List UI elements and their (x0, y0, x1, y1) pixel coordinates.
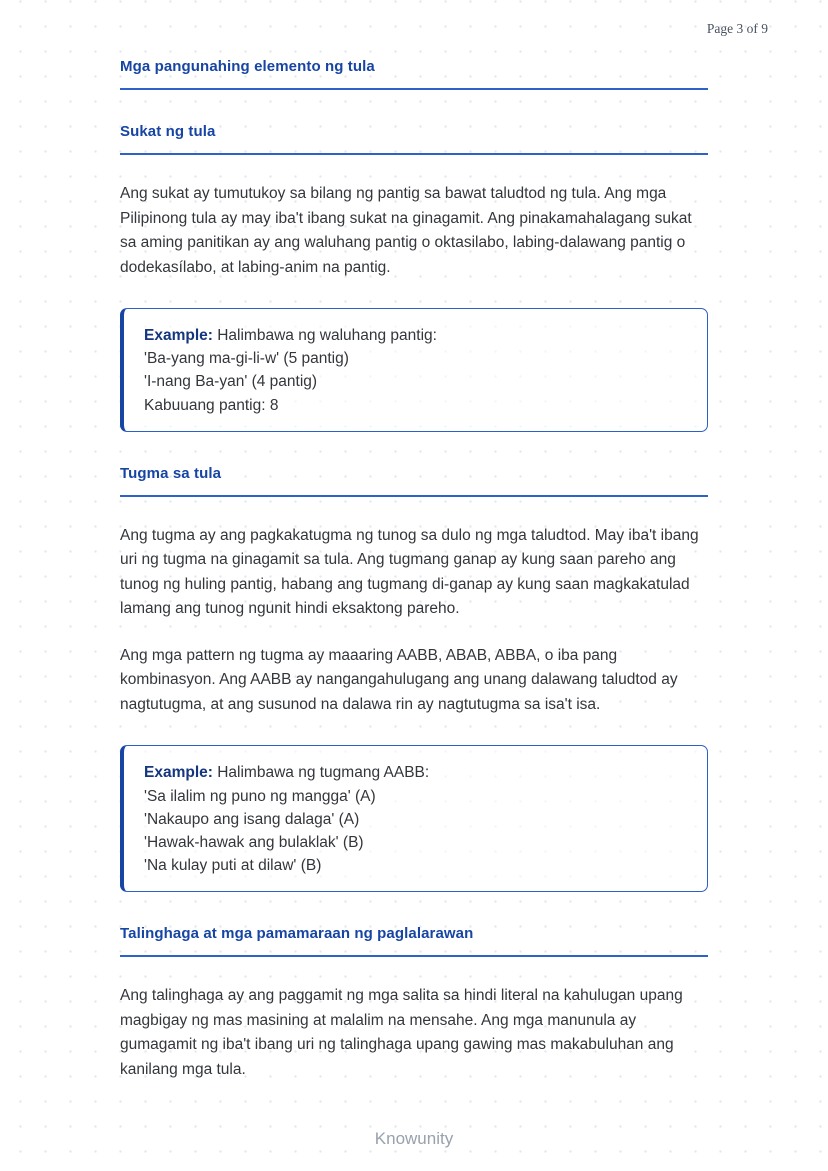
section-heading-talinghaga: Talinghaga at mga pamamaraan ng paglalarawan (120, 925, 708, 957)
section-heading-tugma: Tugma sa tula (120, 465, 708, 497)
example-label: Example: (144, 327, 213, 344)
example-label: Example: (144, 764, 213, 782)
example-intro-line (144, 324, 687, 347)
example-line: 'Hawak-hawak ang bulaklak' (B) (144, 833, 364, 851)
section-heading-sukat: Sukat ng tula (120, 123, 708, 155)
paragraph-tugma-2: Ang mga pattern ng tugma ay maaaring AABB, ABAB, ABBA, o iba pang kombinasyon. Ang AABB ay nangangahulugang ang unang dalawang taludtod ay nagtutugma, at ang susunod na dalawa rin ay nagtutugma sa isa't isa. (120, 646, 678, 713)
example-intro-line (144, 761, 687, 784)
page-indicator: Page 3 of 9 (706, 21, 768, 36)
example-box-sukat (120, 308, 708, 432)
example-line: 'Sa ilalim ng puno ng mangga' (A) (144, 787, 376, 805)
paragraph-tugma-1: Ang tugma ay ang pagkakatugma ng tunog sa dulo ng mga taludtod. May iba't ibang uri ng tugma na ginagamit sa tula. Ang tugmang ganap ay kung saan pareho ang tunog ng huling pantig, habang ang tugmang di-ganap ay kung saan magkakatulad lamang ang tunog ngunit hindi eksaktong pareho. (120, 526, 699, 618)
footer-brand: Knowunity (374, 1129, 454, 1148)
example-intro-text: Halimbawa ng waluhang pantig: (217, 327, 437, 344)
page-title: Mga pangunahing elemento ng tula (120, 58, 708, 90)
example-line: 'I-nang Ba-yan' (4 pantig) (144, 373, 318, 391)
example-line: 'Na kulay puti at dilaw' (B) (144, 857, 322, 875)
example-box-tugma (120, 745, 708, 892)
paragraph-sukat: Ang sukat ay tumutukoy sa bilang ng pantig sa bawat taludtod ng tula. Ang mga Pilipinong tula ay may iba't ibang sukat na ginagamit. Ang pinakamahalagang sukat sa aming panitikan ay ang waluhang pantig o oktasilabo, labing-dalawang pantig o dodekasílabo, at labing-anim na pantig. (120, 185, 692, 276)
example-line: 'Ba-yang ma-gi-li-w' (5 pantig) (144, 350, 349, 368)
example-line: 'Nakaupo ang isang dalaga' (A) (144, 810, 360, 828)
example-line: Kabuuang pantig: 8 (144, 396, 279, 414)
example-intro-text: Halimbawa ng tugmang AABB: (217, 764, 430, 782)
paragraph-talinghaga: Ang talinghaga ay ang paggamit ng mga salita sa hindi literal na kahulugan upang magbigay ng mas masining at malalim na mensahe. Ang mga manunula ay gumagamit ng iba't ibang uri ng talinghaga upang gawing mas makabuluhan ang kanilang mga tula. (120, 987, 683, 1078)
